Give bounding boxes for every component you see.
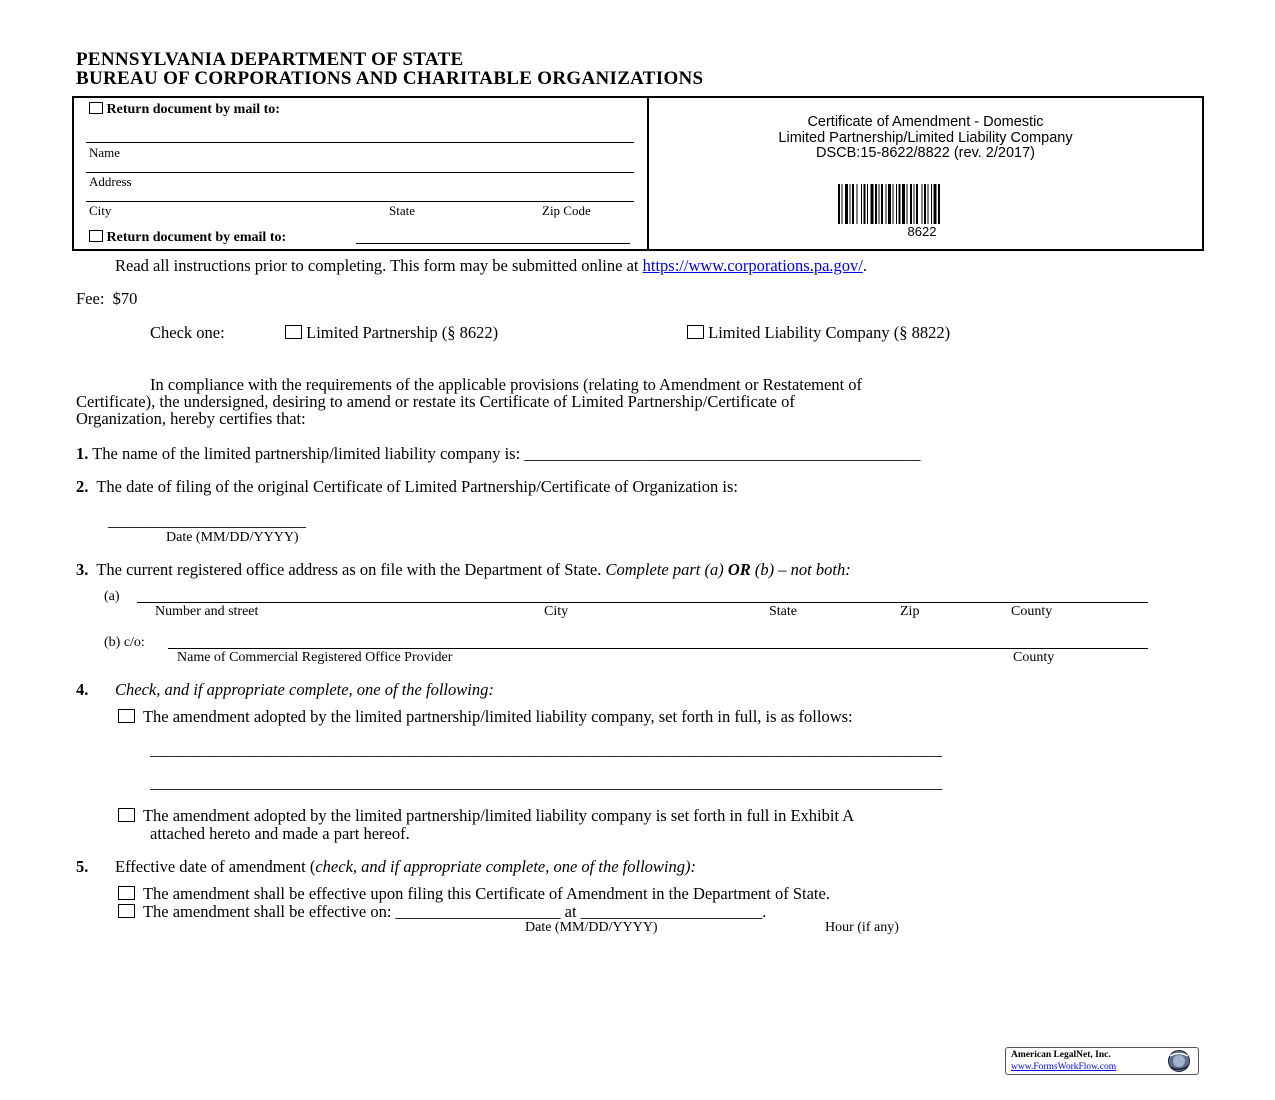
effective-upon-filing-checkbox[interactable]	[118, 886, 135, 900]
number-street-label: Number and street	[155, 604, 259, 619]
part-b-label: (b) c/o:	[104, 635, 145, 650]
address-line[interactable]	[86, 172, 634, 173]
effective-option-2	[118, 903, 766, 921]
instructions-text: Read all instructions prior to completing. This form may be submitted online at	[115, 256, 643, 275]
city-state-zip-line[interactable]	[86, 201, 634, 202]
item-4-number: 4.	[76, 680, 89, 699]
part-b-provider-line[interactable]	[168, 648, 1148, 649]
item-3-text: The current registered office address as on file with the Department of State.	[96, 560, 606, 579]
city-label: City	[89, 203, 112, 218]
llc-option	[687, 324, 950, 342]
effective-date-label: Date (MM/DD/YYYY)	[525, 920, 658, 935]
name-label: Name	[89, 145, 121, 160]
county-label-a: County	[1011, 604, 1053, 619]
return-by-mail	[89, 102, 280, 118]
effective-on-date-checkbox[interactable]	[118, 904, 135, 918]
form-code: DSCB:15-8622/8822 (rev. 2/2017)	[816, 145, 1035, 161]
item-3: 3. The current registered office address as on file with the Department of State. Complete part (a) OR (b) – not both:	[76, 560, 851, 579]
name-line[interactable]	[86, 142, 634, 143]
amendment-exhibit-label: The amendment adopted by the limited partnership/limited liability company is set forth in full in Exhibit A	[142, 806, 855, 825]
form-title-line1: Certificate of Amendment - Domestic	[807, 114, 1044, 130]
provider-label: Name of Commercial Registered Office Provider	[177, 650, 453, 665]
state-label: State	[389, 203, 415, 218]
return-by-email	[89, 230, 286, 246]
return-email-checkbox[interactable]	[89, 230, 103, 242]
return-mail-label: Return document by mail to:	[106, 102, 280, 117]
filing-date-blank[interactable]: ________________________	[108, 511, 306, 530]
amendment-option-2	[118, 807, 854, 825]
item-5-text: Effective date of amendment (check, and if appropriate complete, one of the following):	[115, 857, 696, 876]
city-label-a: City	[544, 604, 569, 619]
limited-partnership-checkbox[interactable]	[285, 325, 302, 339]
zip-label-a: Zip	[900, 604, 920, 619]
logo-url[interactable]: www.FormsWorkFlow.com	[1011, 1062, 1117, 1072]
bureau-title: BUREAU OF CORPORATIONS AND CHARITABLE ORGANIZATIONS	[76, 68, 704, 89]
state-label-a: State	[769, 604, 797, 619]
item-2-text: The date of filing of the original Certificate of Limited Partnership/Certificate of Organization is:	[96, 477, 738, 496]
part-a-label: (a)	[104, 589, 120, 604]
compliance-line3: Organization, hereby certifies that:	[76, 409, 306, 428]
zip-code-label: Zip Code	[542, 203, 591, 218]
llc-checkbox[interactable]	[687, 325, 704, 339]
limited-partnership-label: Limited Partnership (§ 8622)	[306, 323, 499, 342]
amendment-blank-line-2[interactable]: ________________________________________________________________________________________________	[150, 774, 942, 792]
compliance-line2: Certificate), the undersigned, desiring to amend or restate its Certificate of Limited Partnership/Certificate of	[76, 392, 795, 411]
email-input-line[interactable]	[356, 243, 630, 244]
compliance-line1: In compliance with the requirements of the applicable provisions (relating to Amendment or Restatement of	[150, 375, 863, 394]
logo-company: American LegalNet, Inc.	[1011, 1050, 1111, 1060]
amendment-exhibit-label-2: attached hereto and made a part hereof.	[150, 824, 410, 843]
effective-upon-filing-label: The amendment shall be effective upon filing this Certificate of Amendment in the Department of State.	[142, 884, 830, 903]
form-identification	[649, 115, 1202, 162]
effective-hour-label: Hour (if any)	[825, 920, 899, 935]
limited-partnership-option	[285, 324, 498, 342]
address-label: Address	[89, 174, 132, 189]
amendment-option-1	[118, 708, 853, 726]
item-5-number: 5.	[76, 857, 89, 876]
llc-label: Limited Liability Company (§ 8822)	[708, 323, 951, 342]
effective-on-date-label: The amendment shall be effective on: ____________________ at ______________________.	[142, 902, 767, 921]
amendment-full-checkbox[interactable]	[118, 709, 135, 723]
item-2-number: 2.	[76, 477, 89, 496]
globe-icon	[1166, 1049, 1192, 1073]
item-1-number: 1.	[76, 444, 89, 463]
department-title: PENNSYLVANIA DEPARTMENT OF STATE	[76, 49, 464, 70]
amendment-exhibit-checkbox[interactable]	[118, 808, 135, 822]
corporations-link[interactable]: https://www.corporations.pa.gov/	[642, 256, 863, 275]
item-1-text: The name of the limited partnership/limited liability company is: ________________________________________________	[92, 444, 921, 463]
amendment-full-label: The amendment adopted by the limited partnership/limited liability company, set forth in full, is as follows:	[142, 707, 853, 726]
return-email-label: Return document by email to:	[106, 230, 287, 245]
check-one-label: Check one:	[150, 323, 225, 342]
amendment-blank-line-1[interactable]: ________________________________________________________________________________________________	[150, 741, 942, 759]
instructions: Read all instructions prior to completing. This form may be submitted online at https://www.corporations.pa.gov/.	[115, 256, 868, 275]
part-a-address-line[interactable]	[137, 602, 1148, 603]
item-4-text: Check, and if appropriate complete, one of the following:	[115, 680, 494, 699]
effective-option-1	[118, 885, 830, 903]
return-mail-checkbox[interactable]	[89, 102, 103, 114]
item-3-number: 3.	[76, 560, 89, 579]
filing-date-label: Date (MM/DD/YYYY)	[166, 530, 299, 545]
barcode-icon	[836, 184, 1008, 224]
fee: Fee: $70	[76, 289, 138, 308]
county-label-b: County	[1013, 650, 1055, 665]
barcode-number: 8622	[907, 224, 937, 239]
form-title-line2: Limited Partnership/Limited Liability Company	[778, 129, 1073, 146]
item-2	[76, 478, 738, 496]
american-legalnet-logo[interactable]	[1005, 1047, 1199, 1075]
item-1	[76, 445, 920, 463]
